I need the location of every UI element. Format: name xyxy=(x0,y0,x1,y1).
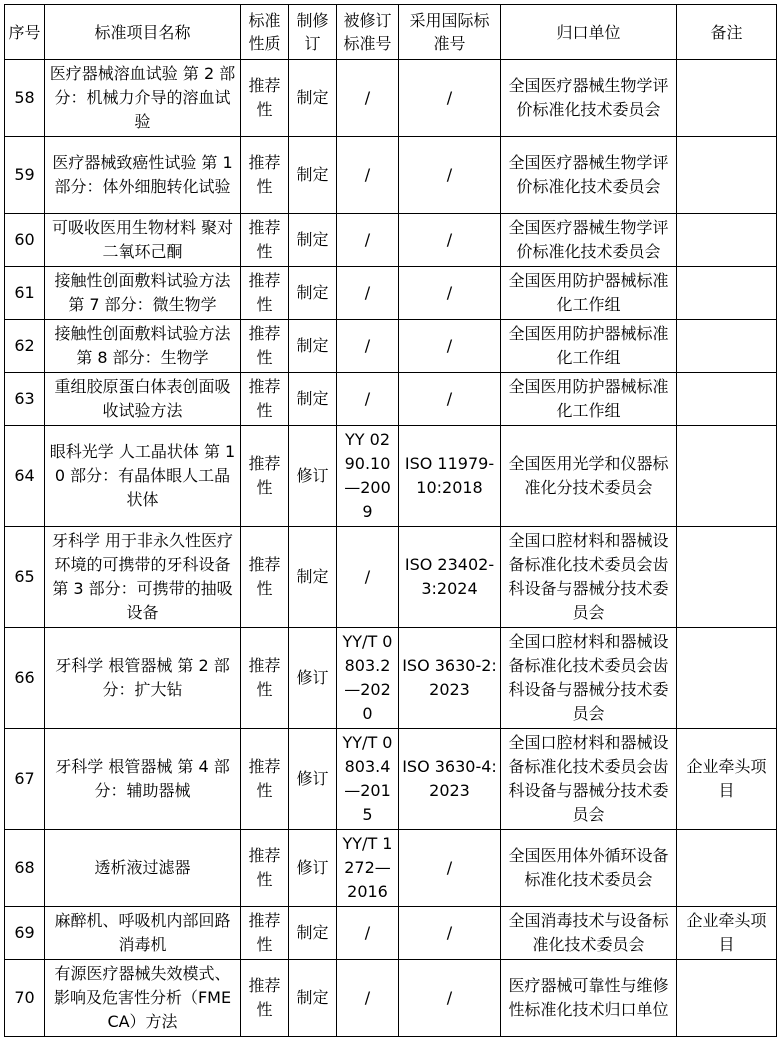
table-row xyxy=(5,214,777,267)
header-unit: 归口单位 xyxy=(501,5,677,60)
cell-no: 61 xyxy=(5,267,45,320)
cell-unit: 全国医用防护器械标准化工作组 xyxy=(501,267,677,320)
cell-name: 眼科光学 人工晶状体 第 10 部分：有晶体眼人工晶状体 xyxy=(45,426,241,527)
table-row xyxy=(5,426,777,527)
cell-note: 企业牵头项目 xyxy=(677,907,777,960)
cell-unit: 全国医疗器械生物学评价标准化技术委员会 xyxy=(501,214,677,267)
cell-revised: / xyxy=(337,214,399,267)
cell-type: 修订 xyxy=(289,426,337,527)
cell-no: 70 xyxy=(5,960,45,1037)
cell-revised: / xyxy=(337,373,399,426)
cell-nature: 推荐性 xyxy=(241,137,289,214)
table-row xyxy=(5,729,777,830)
cell-no: 68 xyxy=(5,830,45,907)
cell-intl: / xyxy=(399,320,501,373)
cell-type: 制定 xyxy=(289,960,337,1037)
cell-no: 62 xyxy=(5,320,45,373)
cell-unit: 全国医用防护器械标准化工作组 xyxy=(501,373,677,426)
cell-intl: / xyxy=(399,137,501,214)
cell-revised: / xyxy=(337,960,399,1037)
cell-unit: 全国医疗器械生物学评价标准化技术委员会 xyxy=(501,60,677,137)
cell-intl: ISO 3630-2:2023 xyxy=(399,628,501,729)
cell-nature: 推荐性 xyxy=(241,960,289,1037)
cell-revised: / xyxy=(337,320,399,373)
cell-nature: 推荐性 xyxy=(241,373,289,426)
table-row xyxy=(5,830,777,907)
cell-name: 牙科学 根管器械 第 4 部分：辅助器械 xyxy=(45,729,241,830)
cell-intl: ISO 23402-3:2024 xyxy=(399,527,501,628)
cell-revised: YY/T 1272—2016 xyxy=(337,830,399,907)
cell-note xyxy=(677,426,777,527)
header-nature: 标准性质 xyxy=(241,5,289,60)
cell-type: 制定 xyxy=(289,267,337,320)
cell-name: 医疗器械致癌性试验 第 1 部分：体外细胞转化试验 xyxy=(45,137,241,214)
cell-revised: YY/T 0803.2—2020 xyxy=(337,628,399,729)
cell-note xyxy=(677,137,777,214)
cell-name: 有源医疗器械失效模式、影响及危害性分析（FMECA）方法 xyxy=(45,960,241,1037)
cell-type: 制定 xyxy=(289,137,337,214)
cell-no: 64 xyxy=(5,426,45,527)
cell-no: 63 xyxy=(5,373,45,426)
cell-name: 可吸收医用生物材料 聚对二氧环己酮 xyxy=(45,214,241,267)
cell-unit: 全国医疗器械生物学评价标准化技术委员会 xyxy=(501,137,677,214)
cell-type: 修订 xyxy=(289,830,337,907)
cell-unit: 全国医用体外循环设备标准化技术委员会 xyxy=(501,830,677,907)
cell-nature: 推荐性 xyxy=(241,267,289,320)
cell-nature: 推荐性 xyxy=(241,214,289,267)
cell-nature: 推荐性 xyxy=(241,426,289,527)
cell-intl: / xyxy=(399,373,501,426)
table-row xyxy=(5,137,777,214)
header-note: 备注 xyxy=(677,5,777,60)
cell-intl: / xyxy=(399,60,501,137)
standards-table xyxy=(4,4,777,1037)
cell-type: 修订 xyxy=(289,729,337,830)
table-row xyxy=(5,907,777,960)
cell-unit: 全国口腔材料和器械设备标准化技术委员会齿科设备与器械分技术委员会 xyxy=(501,527,677,628)
cell-intl: ISO 3630-4:2023 xyxy=(399,729,501,830)
header-type: 制修订 xyxy=(289,5,337,60)
cell-revised: / xyxy=(337,267,399,320)
cell-note xyxy=(677,320,777,373)
cell-intl: / xyxy=(399,830,501,907)
table-row xyxy=(5,373,777,426)
cell-revised: / xyxy=(337,527,399,628)
cell-name: 接触性创面敷料试验方法 第 8 部分：生物学 xyxy=(45,320,241,373)
table-row xyxy=(5,628,777,729)
cell-note xyxy=(677,830,777,907)
cell-name: 牙科学 用于非永久性医疗环境的可携带的牙科设备 第 3 部分：可携带的抽吸设备 xyxy=(45,527,241,628)
cell-no: 65 xyxy=(5,527,45,628)
cell-unit: 全国口腔材料和器械设备标准化技术委员会齿科设备与器械分技术委员会 xyxy=(501,729,677,830)
cell-note: 企业牵头项目 xyxy=(677,729,777,830)
cell-note xyxy=(677,267,777,320)
cell-unit: 全国口腔材料和器械设备标准化技术委员会齿科设备与器械分技术委员会 xyxy=(501,628,677,729)
cell-nature: 推荐性 xyxy=(241,527,289,628)
table-row xyxy=(5,267,777,320)
cell-name: 重组胶原蛋白体表创面吸收试验方法 xyxy=(45,373,241,426)
cell-revised: / xyxy=(337,907,399,960)
cell-name: 透析液过滤器 xyxy=(45,830,241,907)
cell-unit: 全国医用防护器械标准化工作组 xyxy=(501,320,677,373)
cell-name: 接触性创面敷料试验方法 第 7 部分：微生物学 xyxy=(45,267,241,320)
cell-note xyxy=(677,60,777,137)
cell-nature: 推荐性 xyxy=(241,320,289,373)
header-intl: 采用国际标准号 xyxy=(399,5,501,60)
cell-no: 60 xyxy=(5,214,45,267)
cell-revised: YY 0290.10—2009 xyxy=(337,426,399,527)
header-revised: 被修订标准号 xyxy=(337,5,399,60)
cell-nature: 推荐性 xyxy=(241,907,289,960)
cell-unit: 全国消毒技术与设备标准化技术委员会 xyxy=(501,907,677,960)
cell-no: 59 xyxy=(5,137,45,214)
cell-intl: / xyxy=(399,214,501,267)
cell-unit: 全国医用光学和仪器标准化分技术委员会 xyxy=(501,426,677,527)
cell-type: 制定 xyxy=(289,214,337,267)
cell-type: 制定 xyxy=(289,320,337,373)
cell-intl: / xyxy=(399,960,501,1037)
cell-nature: 推荐性 xyxy=(241,60,289,137)
cell-no: 66 xyxy=(5,628,45,729)
header-no: 序号 xyxy=(5,5,45,60)
table-row xyxy=(5,527,777,628)
table-row xyxy=(5,320,777,373)
cell-note xyxy=(677,214,777,267)
cell-revised: / xyxy=(337,60,399,137)
cell-intl: ISO 11979-10:2018 xyxy=(399,426,501,527)
cell-type: 制定 xyxy=(289,60,337,137)
cell-note xyxy=(677,628,777,729)
cell-revised: YY/T 0803.4—2015 xyxy=(337,729,399,830)
cell-note xyxy=(677,373,777,426)
cell-note xyxy=(677,527,777,628)
cell-unit: 医疗器械可靠性与维修性标准化技术归口单位 xyxy=(501,960,677,1037)
cell-intl: / xyxy=(399,907,501,960)
table-row xyxy=(5,60,777,137)
cell-nature: 推荐性 xyxy=(241,628,289,729)
cell-nature: 推荐性 xyxy=(241,729,289,830)
table-row xyxy=(5,960,777,1037)
cell-intl: / xyxy=(399,267,501,320)
cell-name: 医疗器械溶血试验 第 2 部分：机械力介导的溶血试验 xyxy=(45,60,241,137)
cell-no: 69 xyxy=(5,907,45,960)
header-row xyxy=(5,5,777,60)
cell-name: 麻醉机、呼吸机内部回路消毒机 xyxy=(45,907,241,960)
cell-name: 牙科学 根管器械 第 2 部分：扩大钻 xyxy=(45,628,241,729)
cell-revised: / xyxy=(337,137,399,214)
cell-type: 制定 xyxy=(289,907,337,960)
cell-no: 67 xyxy=(5,729,45,830)
cell-no: 58 xyxy=(5,60,45,137)
header-name: 标准项目名称 xyxy=(45,5,241,60)
cell-type: 修订 xyxy=(289,628,337,729)
cell-type: 制定 xyxy=(289,373,337,426)
cell-note xyxy=(677,960,777,1037)
cell-type: 制定 xyxy=(289,527,337,628)
cell-nature: 推荐性 xyxy=(241,830,289,907)
